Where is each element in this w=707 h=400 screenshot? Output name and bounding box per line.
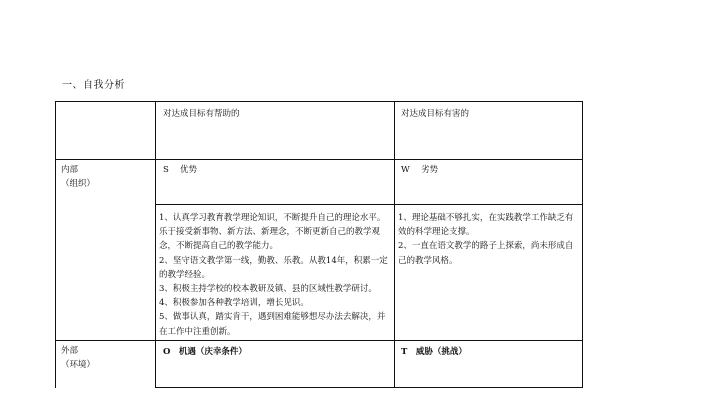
header-harmful: 对达成目标有害的 (401, 109, 470, 119)
table-border-right (582, 101, 583, 388)
strengths-title: S 优势 (163, 165, 198, 175)
list-item: 5、做事认真，踏实肯干，遇到困难能够想尽办法去解决，并在工作中注重创新。 (159, 312, 386, 337)
internal-label: 内部 （组织） (61, 165, 96, 189)
list-item: 2、一直在语文教学的路子上探索，尚未形成自己的教学风格。 (398, 241, 574, 266)
list-item: 2、坚守语文教学第一线，勤教、乐教。从教14年，积累一定的教学经验。 (159, 255, 388, 280)
list-item: 1、理论基础不够扎实，在实践教学工作缺乏有效的科学理论支撑。 (398, 213, 574, 238)
weaknesses-title: W 劣势 (401, 165, 438, 175)
table-border-left (55, 101, 56, 388)
table-row-divider-3 (55, 340, 583, 341)
list-item: 3、积极主持学校的校本教研及镇、县的区域性教学研讨。 (159, 284, 377, 295)
weaknesses-list (398, 211, 580, 268)
swot-table (55, 101, 583, 388)
strengths-list (159, 211, 391, 339)
list-item: 4、积极参加各种教学培训，增长见识。 (159, 298, 309, 309)
section-title: 一、自我分析 (62, 80, 125, 91)
table-col-divider-1 (155, 101, 156, 388)
table-col-divider-2 (394, 101, 395, 388)
external-label: 外部 （环境） (61, 346, 96, 370)
table-row-divider-1 (55, 159, 583, 160)
header-helpful: 对达成目标有帮助的 (163, 109, 240, 119)
table-row-divider-2 (155, 204, 583, 205)
threats-title: T 威胁（挑战） (401, 347, 467, 357)
table-border-bottom (155, 387, 583, 388)
opportunities-title: O 机遇（庆幸条件） (163, 347, 247, 357)
list-item: 1、认真学习教育教学理论知识，不断提升自己的理论水平。乐于接受新事物、新方法、新理念，不断更新自己的教学观念，不断提高自己的教学能力。 (159, 213, 386, 252)
table-border-top (55, 101, 583, 102)
